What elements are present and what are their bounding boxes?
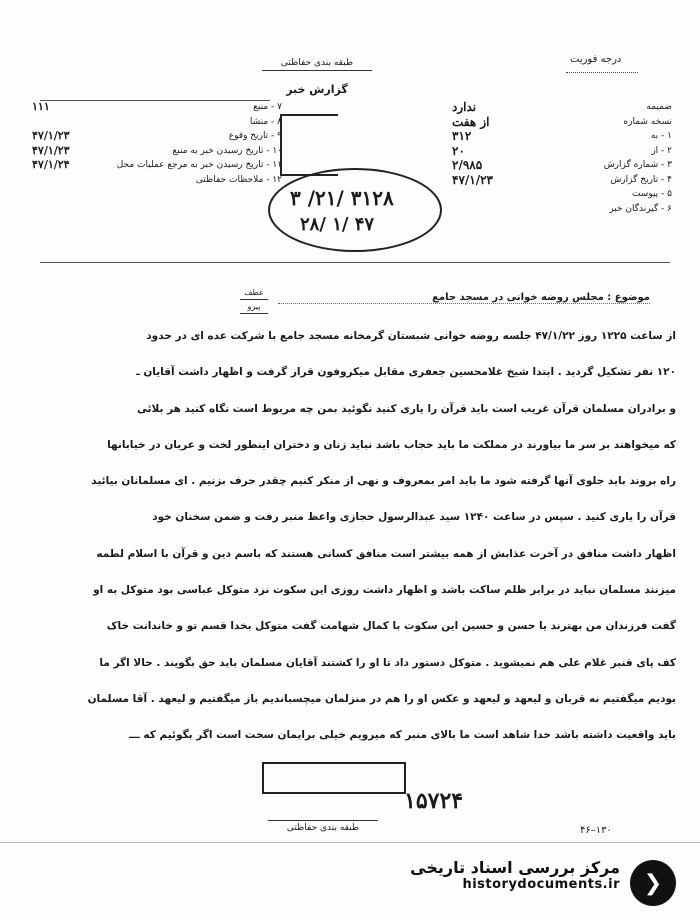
margin-note: پیرو [240, 300, 268, 314]
divider [40, 262, 670, 263]
body-line: که میخواهند بر سر ما بیاورند در مملکت ما باید حجاب باشد نباید زنان و دختران اینطور لخت و عریان در خیابانها [107, 438, 676, 451]
stamp-number: ۳۱۲۸ /۲۱/ ۳ [290, 186, 394, 210]
field-row: ۱۱ - تاریخ رسیدن خبر به مرجع عملیات محل ۴۷/۱/۲۴ [32, 158, 282, 171]
left-fields [32, 100, 282, 187]
field-row: ضمیمه ندارد [452, 100, 672, 114]
field-row: ۲ - از ۲۰ [452, 143, 672, 158]
field-row: ۱ - به ۳۱۲ [452, 129, 672, 143]
body-line: میزنند مسلمان نباید در برابر ظلم ساکت باشد و اظهار داشت روزی این سکوت نزد متوکل عباسی بود متوکل به او [93, 584, 676, 597]
brand-name-fa: مرکز بررسی اسناد تاریخی [410, 858, 620, 877]
body-line: از ساعت ۱۲۲۵ روز ۴۷/۱/۲۲ جلسه روضه خوانی شبستان گرمخانه مسجد جامع با شرکت عده ای در حدود [146, 330, 676, 342]
watermark-brand [400, 858, 620, 892]
field-row: نسخه شماره از هفت [452, 114, 672, 129]
body-line: بودیم میگفتیم نه قربان و لیعهد و لیعهد و عکس او را هم در منزلمان میچسباندیم باز میگفتیم و لیعهد . آقا مسلمان [87, 692, 676, 705]
report-title: گزارش خبر [286, 83, 348, 96]
body-line: قرآن را یاری کنید . سپس در ساعت ۱۲۴۰ سید عبدالرسول حجازی واعظ منبر رفت و ضمن سخنان خود [152, 511, 676, 524]
urgency-line [566, 72, 638, 73]
subject-line: موضوع : مجلس روضه خوانی در مسجد جامع [278, 292, 650, 304]
report-body [24, 318, 676, 754]
field-row: ۷ - منبع ۱۱۱ [32, 100, 282, 113]
classification-label: طبقه بندی حفاظتی [262, 58, 372, 71]
body-line: باید واقعیت داشته باشد خدا شاهد است ما بالای منبر که میرویم خیلی برایمان سخت است اگر بگوئیم که ـــ [128, 729, 676, 742]
reference-label: عطف [240, 286, 268, 300]
field-row: ۳ - شماره گزارش ۲/۹۸۵ [452, 158, 672, 172]
document-header [262, 58, 372, 96]
body-line: گفت فرزندان من بهترند یا حسن و حسین این سکوت با کمال شهامت گفت متوکل بخدا قسم تو و خاندانت خاک [106, 620, 676, 633]
stamp-date: ۴۷ /۱ /۲۸ [300, 214, 375, 235]
body-line: ۱۲۰ نفر تشکیل گردید . ابتدا شیخ غلامحسین جعفری مقابل میکروفون قرار گرفت و اظهار داشت آقایان ـ [136, 366, 676, 379]
signature-number: ۱۵۷۲۴ [404, 788, 464, 814]
brand-logo-icon: ❯ [630, 860, 676, 906]
body-line: کف پای قنبر غلام علی هم نمیشوید . متوکل دستور داد تا او را کشتند آقایان مسلمان باید حق بگویند . حالا اگر ما [99, 656, 676, 669]
stamp-box [280, 114, 338, 176]
field-row: ۶ - گیرندگان خبر [609, 203, 672, 214]
reference-box [240, 286, 268, 314]
body-line: اظهار داشت منافق در آخرت عذابش از همه بیشتر است منافق کسانی هستند که باسم دین و قرآن با اسلام لطمه [96, 547, 676, 560]
footer-classification: طبقه بندی حفاظتی [268, 820, 378, 833]
right-fields [452, 100, 672, 216]
field-row: ۴ - تاریخ گزارش ۴۷/۱/۲۳ [452, 172, 672, 187]
brand-url: historydocuments.ir [462, 877, 620, 892]
field-row: ۵ - پیوست [631, 189, 672, 199]
field-row: ۹ - تاریخ وقوع ۴۷/۱/۲۳ [32, 129, 282, 142]
field-row: ۸ - منشا [249, 116, 282, 127]
urgency-label: درجه فوریت [570, 54, 622, 65]
field-row: ۱۰ - تاریخ رسیدن خبر به منبع ۴۷/۱/۲۳ [32, 143, 282, 157]
body-line: راه بروند باید جلوی آنها گرفته شود ما باید امر بمعروف و نهی از منکر کنیم چقدر حرف بزنیم . ای مسلمانان بیائید [91, 475, 676, 488]
field-row: ۱۲ - ملاحظات حفاظتی [195, 174, 282, 185]
form-code: ۴۶–۱۳۰ [580, 825, 612, 836]
body-line: و برادران مسلمان قرآن غریب است باید قرآن را یاری کنید نگوئید بمن چه مربوط است نگاه کنید هر بلائی [136, 402, 676, 415]
footer-divider [0, 842, 700, 843]
registry-stamp [268, 168, 442, 252]
signature-stamp [262, 762, 406, 794]
